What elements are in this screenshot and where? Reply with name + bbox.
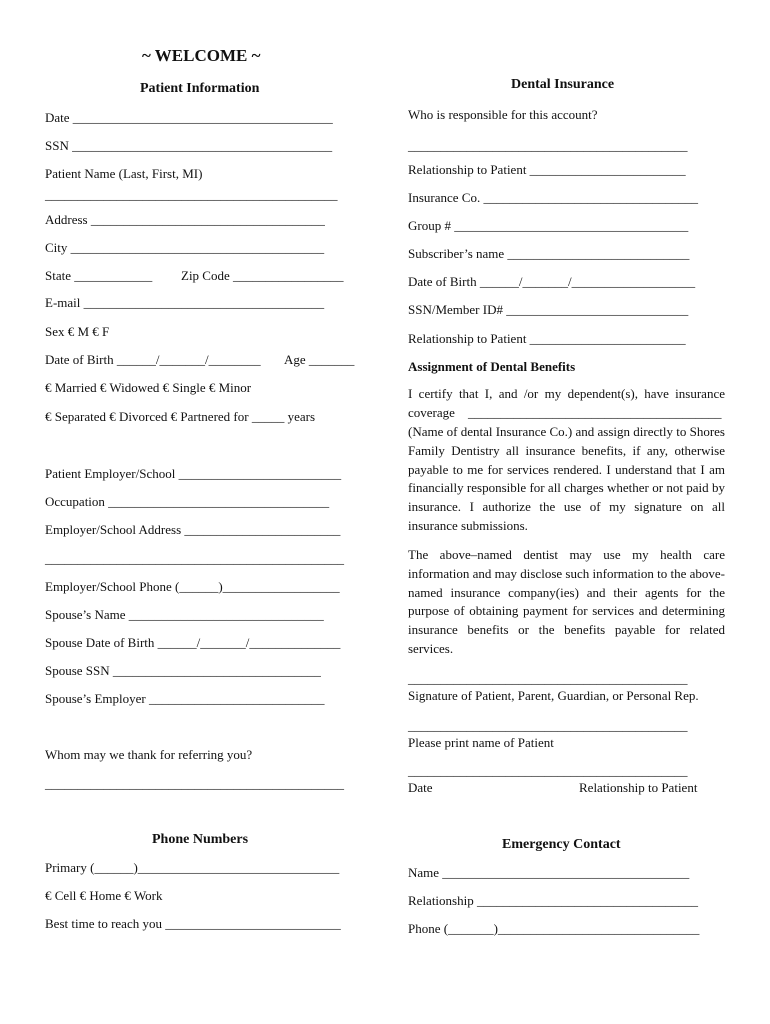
phone-numbers-heading: Phone Numbers xyxy=(152,832,249,847)
phone-type-checkboxes[interactable]: € Cell € Home € Work xyxy=(45,888,163,903)
signature-label: Signature of Patient, Parent, Guardian, or Personal Rep. xyxy=(408,688,699,703)
spouse-employer-field[interactable]: Spouse’s Employer ___________________________ xyxy=(45,691,325,706)
subscriber-dob-field[interactable]: Date of Birth ______/_______/___________________ xyxy=(408,274,696,289)
relationship-field-1[interactable]: Relationship to Patient ________________________ xyxy=(408,162,686,177)
email-field[interactable]: E-mail _____________________________________ xyxy=(45,295,325,310)
ssn-field[interactable]: SSN ________________________________________ xyxy=(45,138,333,153)
emergency-relationship-field[interactable]: Relationship __________________________________ xyxy=(408,893,698,908)
insurance-co-field[interactable]: Insurance Co. _________________________________ xyxy=(408,190,698,205)
relationship-field-2[interactable]: Relationship to Patient ________________________ xyxy=(408,331,686,346)
patient-info-heading: Patient Information xyxy=(140,81,260,96)
coverage-field[interactable]: _______________________________________ xyxy=(468,405,722,420)
responsible-label: Who is responsible for this account? xyxy=(408,107,598,122)
address-field[interactable]: Address ____________________________________ xyxy=(45,212,325,227)
emergency-contact-heading: Emergency Contact xyxy=(502,837,621,852)
age-field[interactable]: Age _______ xyxy=(284,352,355,367)
referral-field[interactable]: ______________________________________________ xyxy=(45,776,344,791)
employer-address-line[interactable]: ______________________________________________ xyxy=(45,551,344,566)
disclosure-paragraph: The above–named dentist may use my health care information and may disclose such information to the above-named insurance company(ies) and their agents for the purpose of obtaining payment for services and determining insurance benefits or the benefits payable for related services. xyxy=(408,547,725,656)
coverage-label: coverage xyxy=(408,405,455,420)
group-field[interactable]: Group # ____________________________________ xyxy=(408,218,689,233)
marital-status-row-1[interactable]: € Married € Widowed € Single € Minor xyxy=(45,380,252,395)
occupation-field[interactable]: Occupation __________________________________ xyxy=(45,494,330,509)
signature-line[interactable]: ___________________________________________ xyxy=(408,671,688,686)
date-field[interactable]: Date ________________________________________ xyxy=(45,110,333,125)
certify-line: I certify that I, and /or my dependent(s), have insurance xyxy=(408,386,725,401)
best-time-field[interactable]: Best time to reach you ___________________________ xyxy=(45,916,341,931)
assignment-paragraph: (Name of dental Insurance Co.) and assign directly to Shores Family Dentistry all insurance benefits, if any, otherwise payable to me for services rendered. I understand that I am financially responsible for all charges whether or not paid by insurance. I authorize the use of my signature on all insurance submissions. xyxy=(408,424,725,533)
spouse-name-field[interactable]: Spouse’s Name ______________________________ xyxy=(45,607,324,622)
sex-checkboxes[interactable]: Sex € M € F xyxy=(45,324,110,339)
primary-phone-field[interactable]: Primary (______)_______________________________ xyxy=(45,860,340,875)
dob-field[interactable]: Date of Birth ______/_______/________ xyxy=(45,352,261,367)
relationship-label: Relationship to Patient xyxy=(579,780,698,795)
assignment-heading: Assignment of Dental Benefits xyxy=(408,359,576,374)
emergency-name-field[interactable]: Name ______________________________________ xyxy=(408,865,690,880)
date-relationship-line[interactable]: ___________________________________________ xyxy=(408,763,688,778)
state-field[interactable]: State ____________ xyxy=(45,268,153,283)
print-name-label: Please print name of Patient xyxy=(408,735,554,750)
employer-address-field[interactable]: Employer/School Address ________________________ xyxy=(45,522,341,537)
patient-name-field[interactable]: _____________________________________________ xyxy=(45,187,338,202)
spouse-ssn-field[interactable]: Spouse SSN ________________________________ xyxy=(45,663,321,678)
dental-insurance-heading: Dental Insurance xyxy=(511,77,615,92)
date-label: Date xyxy=(408,780,433,795)
member-id-field[interactable]: SSN/Member ID# ____________________________ xyxy=(408,302,689,317)
employer-phone-field[interactable]: Employer/School Phone (______)__________________ xyxy=(45,579,340,594)
employer-field[interactable]: Patient Employer/School _________________________ xyxy=(45,466,342,481)
subscriber-name-field[interactable]: Subscriber’s name ____________________________ xyxy=(408,246,690,261)
spouse-dob-field[interactable]: Spouse Date of Birth ______/_______/______________ xyxy=(45,635,341,650)
city-field[interactable]: City _______________________________________ xyxy=(45,240,325,255)
welcome-title: ~ WELCOME ~ xyxy=(142,46,261,65)
referral-label: Whom may we thank for referring you? xyxy=(45,747,253,762)
patient-name-label: Patient Name (Last, First, MI) xyxy=(45,166,203,181)
marital-status-row-2[interactable]: € Separated € Divorced € Partnered for _____ years xyxy=(45,409,316,424)
zip-field[interactable]: Zip Code _________________ xyxy=(181,268,344,283)
print-name-line[interactable]: ___________________________________________ xyxy=(408,718,688,733)
responsible-field[interactable]: ___________________________________________ xyxy=(408,138,688,153)
emergency-phone-field[interactable]: Phone (_______)_______________________________ xyxy=(408,921,700,936)
